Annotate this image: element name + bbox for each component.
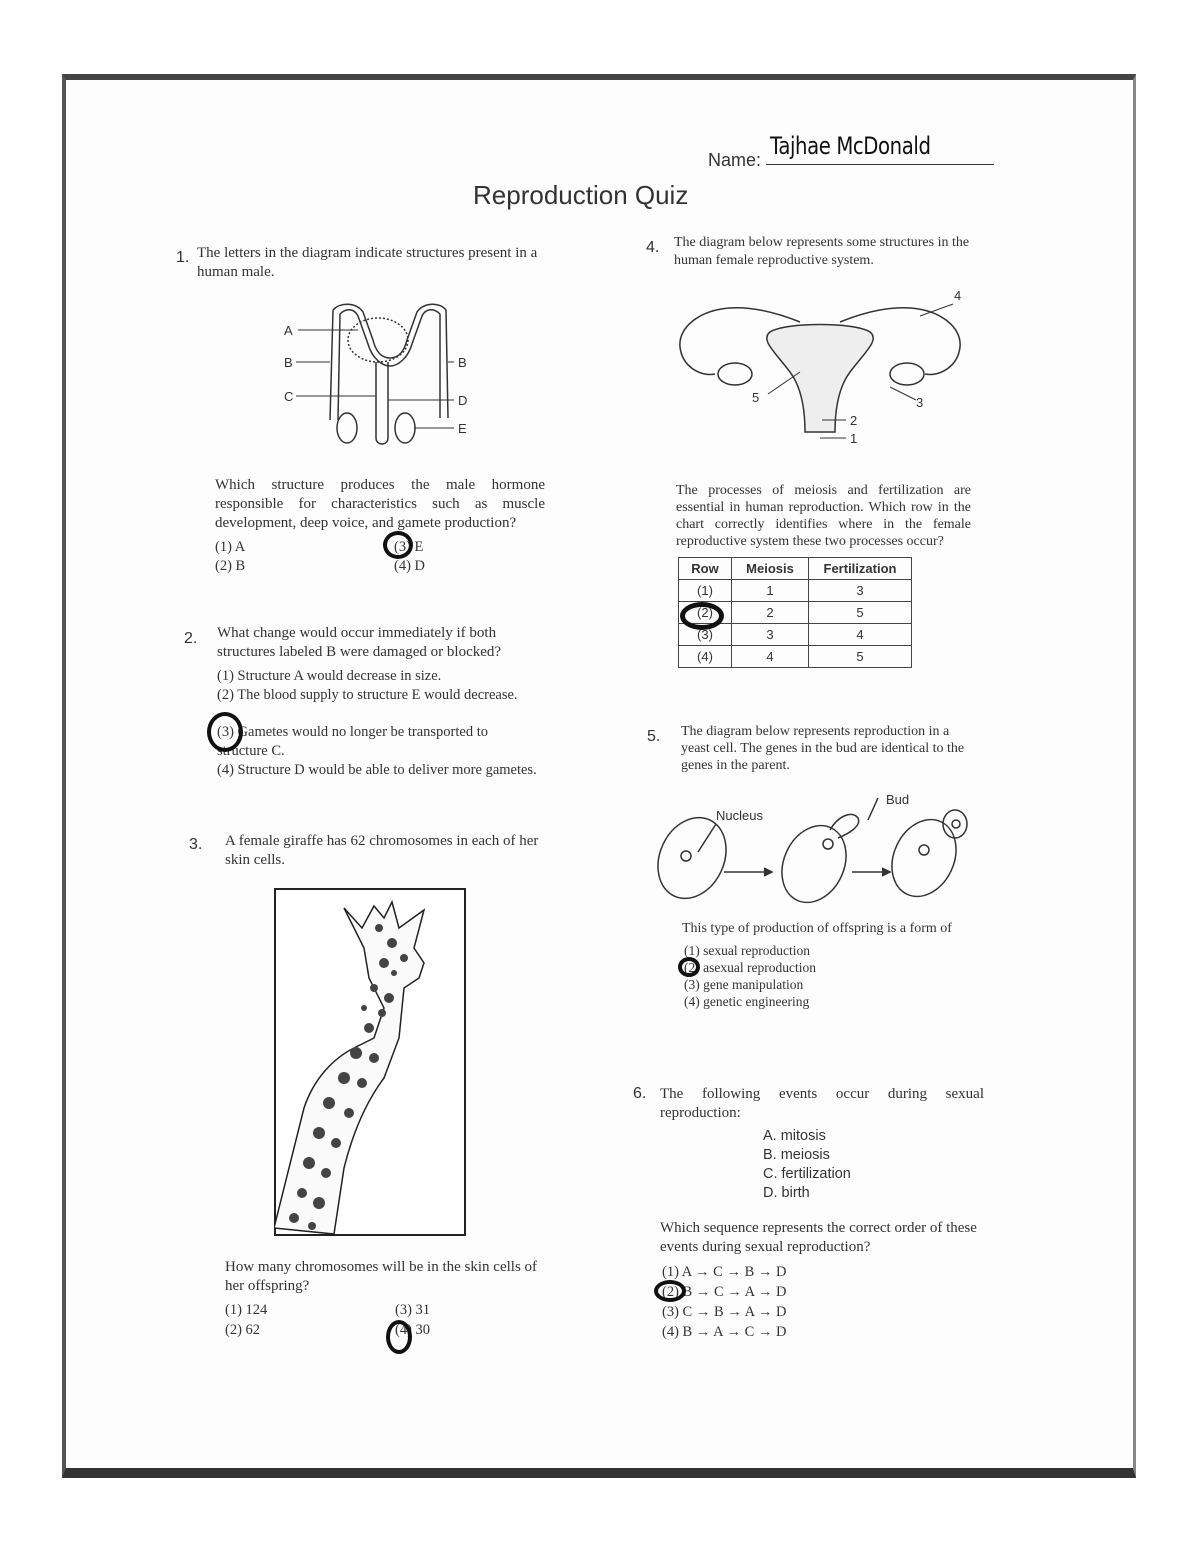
q2-option-2[interactable]: (2) The blood supply to structure E would decrease. xyxy=(217,687,518,703)
q6-answer-circle xyxy=(654,1280,686,1302)
q5-option-1[interactable]: (1) sexual reproduction xyxy=(684,943,810,958)
q4-chart-header: Fertilization xyxy=(809,558,912,580)
q1-stem: The letters in the diagram indicate structures present in a human male. xyxy=(197,245,538,280)
female-reproductive-diagram xyxy=(670,282,970,452)
name-line xyxy=(766,163,994,165)
q4-label-4: 4 xyxy=(954,288,962,303)
q4-chart-cell: (2) xyxy=(679,602,732,624)
q1-option-3[interactable]: (3) E xyxy=(394,539,424,555)
q3-answer-circle xyxy=(386,1320,412,1354)
q5-stem: The diagram below represents reproduction in a yeast cell. The genes in the bud are identical to the genes in the parent. xyxy=(681,724,965,773)
q6-question: Which sequence represents the correct order of these events during sexual reproduction? xyxy=(660,1220,977,1255)
q5-answer-circle xyxy=(678,957,700,977)
q1-number: 1. xyxy=(176,249,190,266)
q5-option-2[interactable]: (2) asexual reproduction xyxy=(684,960,816,975)
q5-option-4[interactable]: (4) genetic engineering xyxy=(684,994,810,1009)
q6-option-4[interactable]: (4) B → A → C → D xyxy=(662,1324,787,1340)
q3-option-3[interactable]: (3) 31 xyxy=(395,1302,431,1318)
q1-label-c: C xyxy=(284,389,294,404)
q6-event-b: B. meiosis xyxy=(763,1147,830,1163)
q1-answer-circle xyxy=(383,531,413,559)
q4-chart-header-row xyxy=(679,558,912,580)
q4-chart-cell: 4 xyxy=(732,646,809,668)
q5-number: 5. xyxy=(647,728,661,745)
q4-chart-cell: (4) xyxy=(679,646,732,668)
q4-chart-header: Row xyxy=(679,558,732,580)
q1-label-b-left: B xyxy=(284,355,293,370)
q4-label-5: 5 xyxy=(752,390,760,405)
q5-option-3[interactable]: (3) gene manipulation xyxy=(684,977,804,992)
q2-option-1[interactable]: (1) Structure A would decrease in size. xyxy=(217,668,442,684)
q1-label-e: E xyxy=(458,421,467,436)
yeast-budding-diagram xyxy=(652,790,982,910)
q1-label-b-right: B xyxy=(458,355,467,370)
q3-option-1[interactable]: (1) 124 xyxy=(225,1302,268,1318)
q4-label-2: 2 xyxy=(850,413,858,428)
giraffe-illustration xyxy=(274,888,466,1236)
q2-stem: What change would occur immediately if both structures labeled B were damaged or blocked? xyxy=(217,625,502,660)
page-title: Reproduction Quiz xyxy=(473,180,689,210)
q4-stem: The diagram below represents some structures in the human female reproductive system. xyxy=(674,235,970,268)
q3-number: 3. xyxy=(189,836,203,853)
q2-option-3[interactable]: (3) Gametes would no longer be transported to structure C. xyxy=(217,724,488,759)
q3-question: How many chromosomes will be in the skin cells of her offspring? xyxy=(225,1259,538,1294)
q4-chart-cell: 3 xyxy=(732,624,809,646)
q1-question: Which structure produces the male hormone responsible for characteristics such as muscle development, deep voice, and gamete production? xyxy=(215,477,545,531)
q2-answer-circle xyxy=(207,712,243,752)
q6-event-c: C. fertilization xyxy=(763,1166,851,1182)
q4-chart-cell: 2 xyxy=(732,602,809,624)
q4-chart-cell: (1) xyxy=(679,580,732,602)
q4-chart-cell: 3 xyxy=(809,580,912,602)
q4-chart-cell: 4 xyxy=(809,624,912,646)
q6-stem: The following events occur during sexual reproduction: xyxy=(660,1086,984,1121)
q3-option-4[interactable]: (4) 30 xyxy=(395,1322,431,1338)
q1-option-2[interactable]: (2) B xyxy=(215,558,246,574)
q4-question: The processes of meiosis and fertilization are essential in human reproduction. Which row in the chart correctly identifies where in the female reproductive system these two processes occur? xyxy=(676,483,971,549)
q6-event-a: A. mitosis xyxy=(763,1128,826,1144)
q2-number: 2. xyxy=(184,630,198,647)
q5-label-bud: Bud xyxy=(886,792,910,807)
male-reproductive-diagram xyxy=(278,300,478,460)
q1-label-d: D xyxy=(458,393,468,408)
q1-option-1[interactable]: (1) A xyxy=(215,539,246,555)
q5-label-nucleus: Nucleus xyxy=(716,808,763,823)
table-row[interactable] xyxy=(679,580,912,602)
q2-option-4[interactable]: (4) Structure D would be able to deliver more gametes. xyxy=(217,762,537,778)
q3-option-2[interactable]: (2) 62 xyxy=(225,1322,261,1338)
q4-chart-header: Meiosis xyxy=(732,558,809,580)
q5-question: This type of production of offspring is a form of xyxy=(682,921,952,936)
q4-chart-cell: 1 xyxy=(732,580,809,602)
q6-option-1[interactable]: (1) A → C → B → D xyxy=(662,1264,787,1280)
q6-option-3[interactable]: (3) C → B → A → D xyxy=(662,1304,787,1320)
table-row[interactable] xyxy=(679,646,912,668)
q1-label-a: A xyxy=(284,323,293,338)
q4-number: 4. xyxy=(646,239,660,256)
name-label: Name: xyxy=(708,150,762,170)
q6-event-d: D. birth xyxy=(763,1185,810,1201)
q4-label-3: 3 xyxy=(916,395,924,410)
student-name: Tajhae McDonald xyxy=(770,132,931,160)
q1-option-4[interactable]: (4) D xyxy=(394,558,426,574)
q4-answer-circle xyxy=(680,602,724,630)
q4-label-1: 1 xyxy=(850,431,858,446)
q4-chart-cell: 5 xyxy=(809,602,912,624)
q6-option-2[interactable]: (2) B → C → A → D xyxy=(662,1284,787,1300)
q6-number: 6. xyxy=(633,1085,647,1102)
q3-stem: A female giraffe has 62 chromosomes in each of her skin cells. xyxy=(225,833,539,868)
q4-chart-cell: (3) xyxy=(679,624,732,646)
q4-chart-cell: 5 xyxy=(809,646,912,668)
